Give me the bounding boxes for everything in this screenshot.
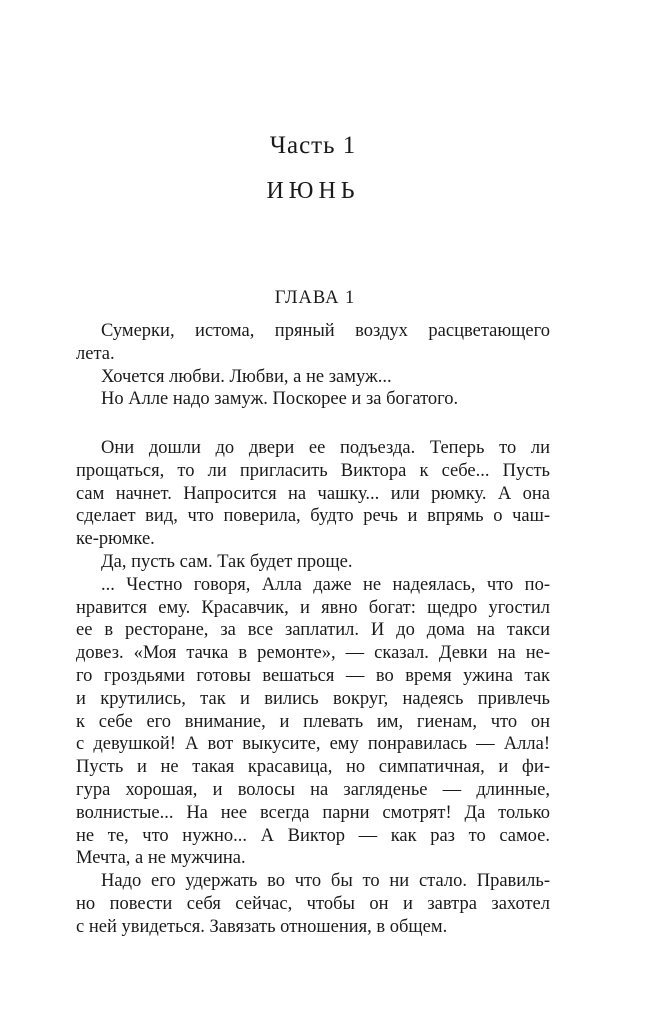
part-title: ИЮНЬ (266, 178, 360, 204)
text-line: Надо его удержать во что бы то ни стало. Правиль- (101, 871, 550, 892)
text-line: Пусть и не такая красавица, но симпатичная, и фи- (76, 757, 550, 778)
text-line: Но Алле надо замуж. Поскорее и за богатого. (101, 389, 459, 410)
text-line: Они дошли до двери ее подъезда. Теперь то ли (101, 438, 550, 458)
text-line: и крутились, так и вились вокруг, надеясь привлечь (76, 688, 550, 709)
text-line: го гроздьями готовы вешаться — во время ужина так (76, 665, 550, 686)
text-line: довез. «Моя тачка в ремонте», — сказал. Девки на не- (76, 643, 550, 664)
text-line: но повести себя сейчас, чтобы он и завтра захотел (76, 893, 550, 914)
text-line: с девушкой! А вот выкусите, ему понравилась — Алла! (76, 734, 550, 755)
text-line: волнистые... На нее всегда парни смотрят! Да только (76, 802, 550, 823)
text-line: лета. (76, 343, 115, 364)
text-line: ее в ресторане, за все заплатил. И до дома на такси (76, 620, 550, 641)
text-line: нравится ему. Красавчик, и явно богат: щедро угостил (76, 597, 550, 618)
text-line: Да, пусть сам. Так будет проще. (101, 551, 353, 572)
text-line: Хочется любви. Любви, а не замуж... (101, 366, 392, 387)
text-line: ... Честно говоря, Алла даже не надеялась, что по- (101, 574, 550, 595)
text-line: сам начнет. Напросится на чашку... или рюмку. А она (76, 483, 550, 504)
text-line: ке-рюмке. (76, 529, 155, 550)
text-line: с ней увидеться. Завязать отношения, в общем. (76, 916, 448, 937)
text-line: Мечта, а не мужчина. (76, 848, 246, 869)
text-line: к себе его внимание, и плевать им, гиенам, что он (76, 711, 550, 732)
chapter-heading: ГЛАВА 1 (274, 288, 356, 308)
text-line: не те, что нужно... А Виктор — как раз то самое. (76, 825, 550, 846)
text-line: прощаться, то ли пригласить Виктора к себе... Пусть (76, 460, 550, 481)
text-line: гура хорошая, и волосы на загляденье — длинные, (76, 779, 550, 800)
text-section-2 (76, 437, 550, 939)
text-line: Сумерки, истома, пряный воздух расцветающего (101, 321, 550, 341)
text-section-1 (76, 320, 550, 411)
part-number: Часть 1 (269, 132, 357, 159)
text-line: сделает вид, что поверила, будто речь и впрямь о чаш- (76, 506, 550, 527)
